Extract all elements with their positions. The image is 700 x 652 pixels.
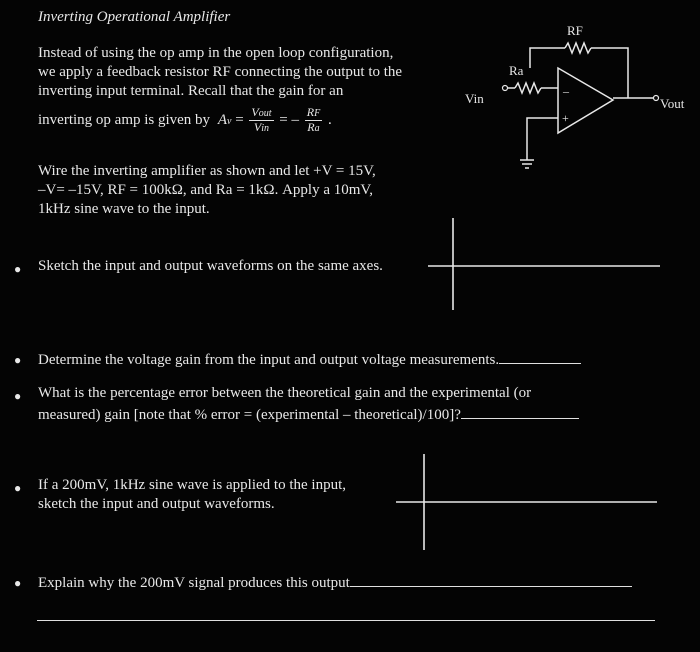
vin-label: Vin bbox=[465, 91, 484, 106]
vout-terminal bbox=[654, 96, 659, 101]
gain-formula: inverting op amp is given by Av = $\frac{\text{Vout}}{\text{Vin}}$ = – $\frac{RF}{Ra}$ . bbox=[38, 105, 332, 134]
opamp-minus-label: – bbox=[563, 84, 569, 98]
rf-resistor bbox=[565, 43, 591, 53]
formula-fraction-resistance: $\frac{RF}{Ra}$ bbox=[306, 105, 321, 134]
inverting-amplifier-circuit bbox=[455, 18, 695, 178]
rf-label: RF bbox=[567, 23, 583, 38]
question-gain: Determine the voltage gain from the input and output voltage measurements. bbox=[38, 349, 581, 369]
formula-lhs: Av bbox=[217, 111, 232, 128]
bullet-dot: ● bbox=[14, 262, 22, 276]
vout-label: Vout bbox=[660, 96, 685, 111]
opamp-plus-label: + bbox=[562, 111, 569, 125]
formula-fraction-voltage: $\frac{\text{Vout}}{\text{Vin}}$ bbox=[251, 105, 272, 134]
wire-line-1: Wire the inverting amplifier as shown and let +V = 15V, bbox=[38, 163, 376, 179]
intro-line-3: inverting input terminal. Recall that the gain for an bbox=[38, 83, 344, 99]
wire-line-2: –V= –15V, RF = 100kΩ, and Ra = 1kΩ. Apply a 10mV, bbox=[38, 182, 374, 198]
formula-prefix: inverting op amp is given by bbox=[38, 111, 211, 128]
answer-blank-explain[interactable] bbox=[350, 572, 632, 587]
question-error-line-1: What is the percentage error between the theoretical gain and the experimental (or bbox=[38, 385, 532, 401]
bullet-dot: ● bbox=[14, 481, 22, 495]
waveform-axes-10mv bbox=[420, 212, 665, 314]
question-sketch-10mv: Sketch the input and output waveforms on the same axes. bbox=[38, 258, 383, 274]
bullet-dot: ● bbox=[14, 353, 22, 367]
answer-blank-error[interactable] bbox=[461, 404, 579, 419]
ra-resistor bbox=[515, 83, 541, 93]
noninverting-input-wire bbox=[527, 118, 558, 160]
wire-line-3: 1kHz sine wave to the input. bbox=[38, 201, 210, 217]
question-200mv-line-1: If a 200mV, 1kHz sine wave is applied to the input, bbox=[38, 477, 346, 493]
question-200mv-line-2: sketch the input and output waveforms. bbox=[38, 496, 275, 512]
question-explain: Explain why the 200mV signal produces this output bbox=[38, 572, 632, 592]
document-title: Inverting Operational Amplifier bbox=[38, 9, 231, 25]
waveform-axes-200mv bbox=[392, 452, 662, 554]
bullet-dot: ● bbox=[14, 576, 22, 590]
answer-line-explain[interactable] bbox=[37, 620, 655, 621]
question-error-line-2: measured) gain [note that % error = (experimental – theoretical)/100]? bbox=[38, 404, 579, 424]
feedback-wire bbox=[530, 48, 565, 68]
intro-line-1: Instead of using the op amp in the open loop configuration, bbox=[38, 45, 394, 61]
vin-terminal bbox=[503, 86, 508, 91]
bullet-dot: ● bbox=[14, 389, 22, 403]
answer-blank-gain[interactable] bbox=[499, 349, 581, 364]
intro-line-2: we apply a feedback resistor RF connecting the output to the bbox=[38, 64, 403, 80]
ra-label: Ra bbox=[509, 63, 524, 78]
